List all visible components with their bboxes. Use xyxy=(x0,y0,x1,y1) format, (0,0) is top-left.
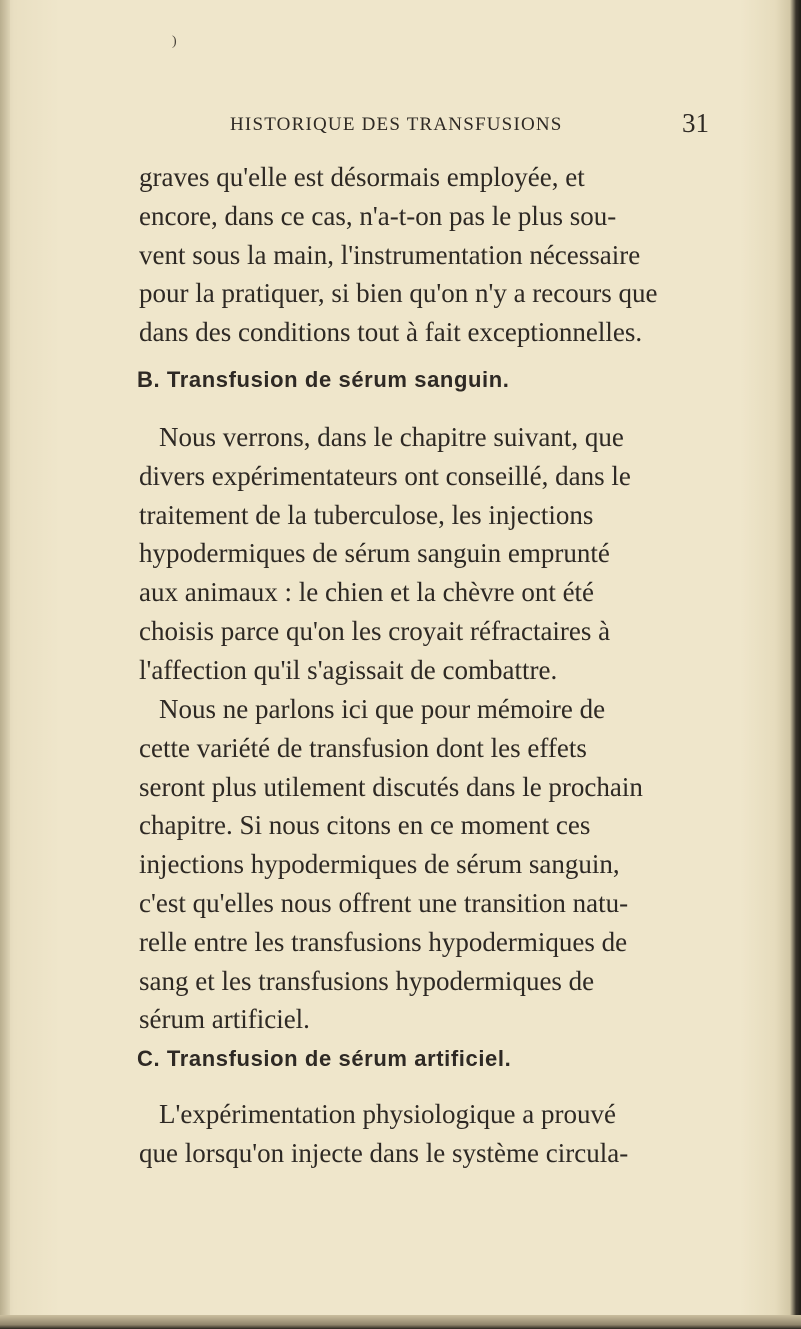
text-line: Nous ne parlons ici que pour mémoire de xyxy=(159,694,606,724)
text-line: pour la pratiquer, si bien qu'on n'y a recours que xyxy=(139,278,658,309)
text-line: Nous verrons, dans le chapitre suivant, que xyxy=(159,422,624,452)
paragraph-1 xyxy=(139,158,727,352)
text-line: dans des conditions tout à fait exceptionnelles. xyxy=(139,317,643,348)
text-line: chapitre. Si nous citons en ce moment ces xyxy=(139,810,591,841)
text-line: injections hypodermiques de sérum sanguin, xyxy=(139,849,620,880)
section-heading-b: B. Transfusion de sérum sanguin. xyxy=(137,367,510,392)
text-line: aux animaux : le chien et la chèvre ont été xyxy=(139,577,595,608)
text-line: traitement de la tuberculose, les injections xyxy=(139,499,594,530)
page-bottom-edge xyxy=(0,1315,801,1329)
text-line: choisis parce qu'on les croyait réfractaires à xyxy=(139,615,611,646)
text-line: vent sous la main, l'instrumentation nécessaire xyxy=(139,239,641,270)
text-line: sérum artificiel. xyxy=(139,1004,310,1035)
text-line: divers expérimentateurs ont conseillé, dans le xyxy=(139,460,631,491)
text-line: seront plus utilement discutés dans le prochain xyxy=(139,771,643,802)
text-line: c'est qu'elles nous offrent une transition natu- xyxy=(139,887,629,918)
text-line: graves qu'elle est désormais employée, et xyxy=(139,162,585,192)
running-header xyxy=(230,108,730,148)
page-number: 31 xyxy=(682,108,709,138)
text-line: sang et les transfusions hypodermiques de xyxy=(139,965,595,996)
section-heading-c: C. Transfusion de sérum artificiel. xyxy=(137,1046,512,1071)
page-left-edge xyxy=(0,0,10,1329)
margin-mark: ) xyxy=(172,34,177,49)
paragraph-3 xyxy=(139,690,727,1039)
text-line: cette variété de transfusion dont les effets xyxy=(139,732,587,763)
text-line: relle entre les transfusions hypodermiques de xyxy=(139,926,628,957)
text-line: que lorsqu'on injecte dans le système circula- xyxy=(139,1137,629,1168)
running-title: HISTORIQUE DES TRANSFUSIONS xyxy=(230,114,563,135)
text-line: encore, dans ce cas, n'a-t-on pas le plus sou- xyxy=(139,200,617,231)
text-line: l'affection qu'il s'agissait de combattre. xyxy=(139,654,558,685)
text-line: hypodermiques de sérum sanguin emprunté xyxy=(139,538,610,569)
paragraph-2 xyxy=(139,418,727,690)
paragraph-4 xyxy=(139,1095,727,1173)
text-line: L'expérimentation physiologique a prouvé xyxy=(159,1099,616,1129)
